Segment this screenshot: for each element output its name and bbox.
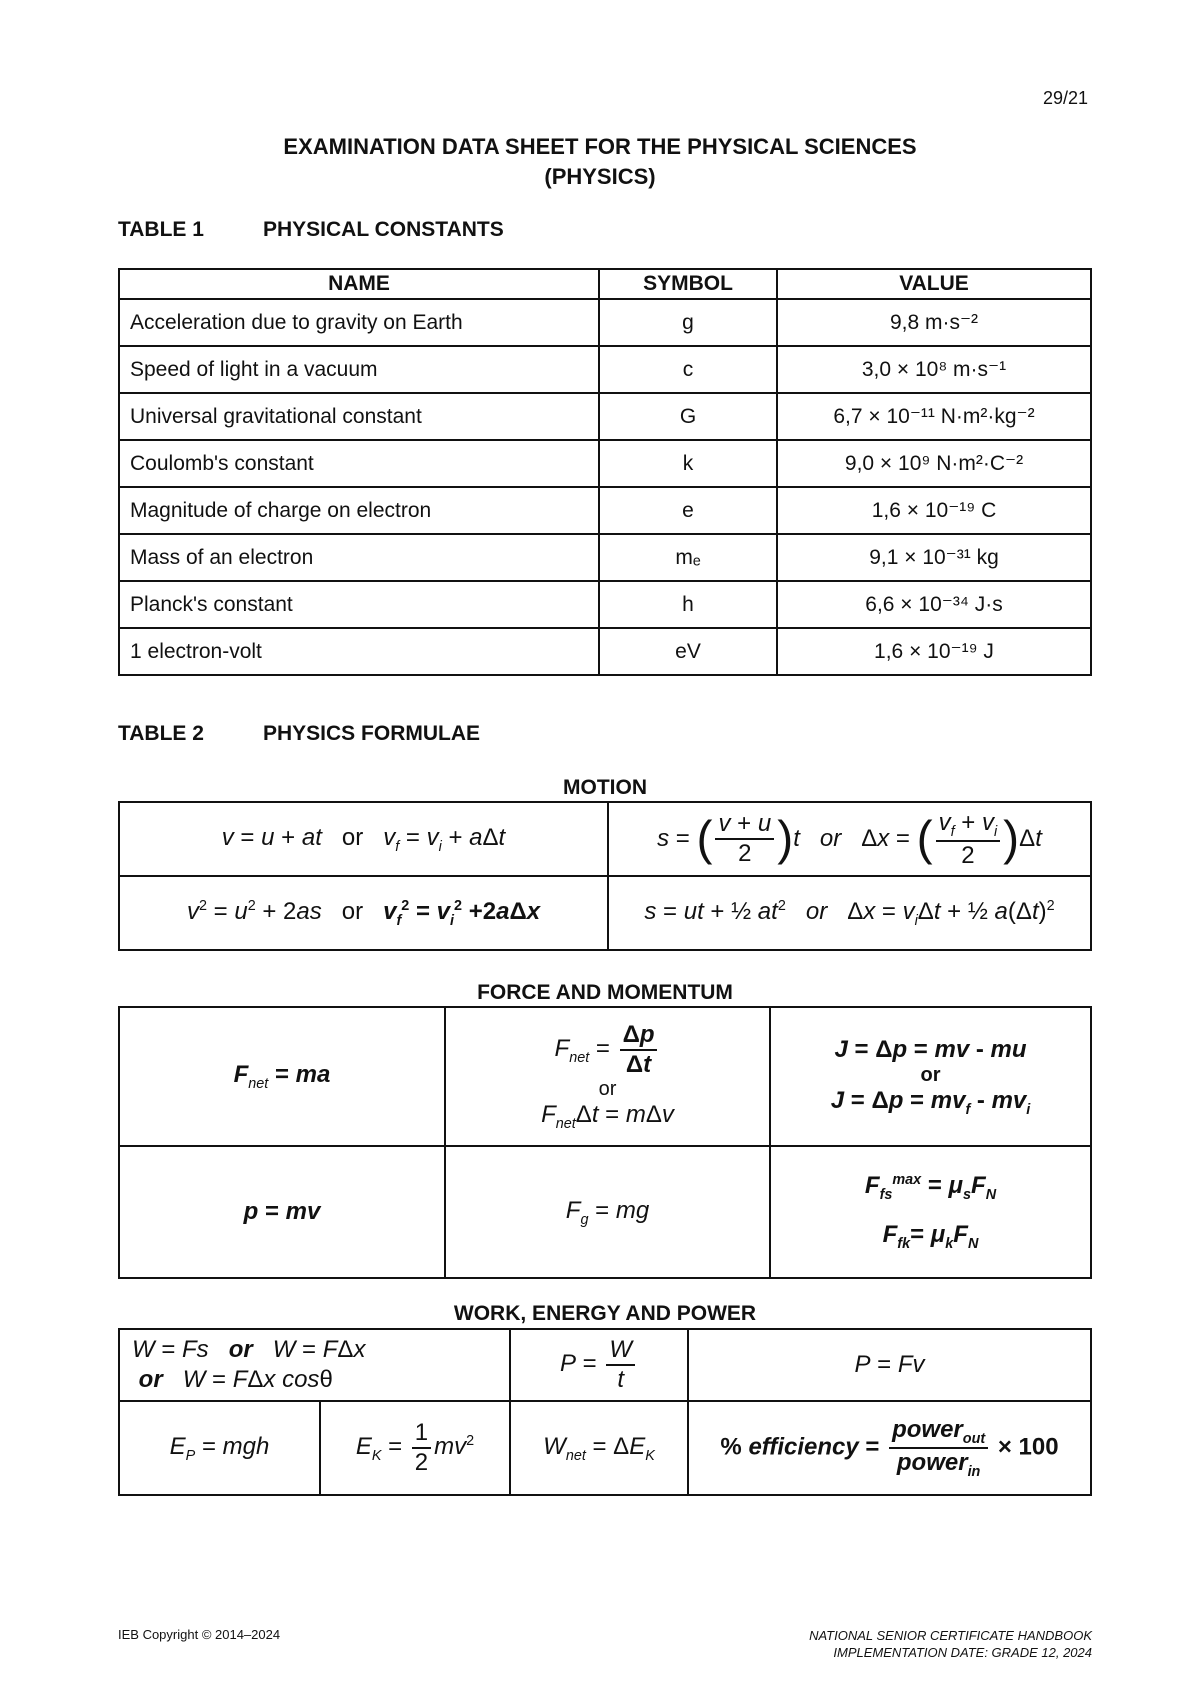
formula-momentum: p = mv [119, 1146, 445, 1278]
table2-title: PHYSICS FORMULAE [263, 722, 481, 745]
table-row [119, 628, 1091, 675]
constant-name: Magnitude of charge on electron [119, 487, 599, 534]
constant-symbol: k [599, 440, 777, 487]
constant-value: 6,6 × 10⁻³⁴ J·s [777, 581, 1091, 628]
table-row [119, 346, 1091, 393]
col-header-value: VALUE [777, 269, 1091, 299]
formula-displacement-average: s = ( $\frac{v + u}{2}$ )t or Δx = ( $\frac{v_f + v_i}{2}$ )Δt [608, 802, 1091, 876]
section-motion-title: MOTION [563, 776, 647, 799]
constant-value: 9,0 × 10⁹ N·m²·C⁻² [777, 440, 1091, 487]
formula-efficiency: % efficiency = $\frac{power_{out}}{power_{in}}$ × 100 [688, 1401, 1091, 1495]
formula-newton-second-law: $F_{net}$ = ma [119, 1007, 445, 1146]
formula-velocity-squared: $v^2 = u^2 + 2as$ or $v_f^2 = v_i^2 +2a\Delta x$ [119, 876, 608, 950]
constant-name: Coulomb's constant [119, 440, 599, 487]
work-table [118, 1328, 1092, 1496]
formula-velocity: v = u + at or $v_f = v_i + a\Delta t$ [119, 802, 608, 876]
table-row [119, 440, 1091, 487]
constant-value: 9,8 m·s⁻² [777, 299, 1091, 346]
formula-impulse: J = Δp = mv - mu or $J = \Delta p = mv_f - mv_i$ [770, 1007, 1091, 1146]
table1-label: TABLE 1 [118, 218, 204, 241]
constant-symbol: c [599, 346, 777, 393]
formula-impulse-force: $F_{net}$ = $\frac{\Delta p}{\Delta t}$ or $F_{net}\Delta t = m\Delta v$ [445, 1007, 770, 1146]
formula-kinetic-energy: $E_K$ = $\frac{1}{2}$ $mv^2$ [320, 1401, 510, 1495]
formula-work-energy: $W_{net} = \Delta E_K$ [510, 1401, 688, 1495]
constant-name: Acceleration due to gravity on Earth [119, 299, 599, 346]
table1-heading [118, 218, 504, 242]
or-word: or [805, 897, 828, 925]
formula-potential-energy: $E_P$ = mgh [119, 1401, 320, 1495]
constant-value: 6,7 × 10⁻¹¹ N·m²·kg⁻² [777, 393, 1091, 440]
formula-displacement-time: s = ut + ½ $at^2$ or $\Delta x = v_i\Delta t$ + ½ $a(\Delta t)^2$ [608, 876, 1091, 950]
constant-name: 1 electron-volt [119, 628, 599, 675]
or-word: or [819, 824, 842, 852]
constant-name: Planck's constant [119, 581, 599, 628]
constant-value: 1,6 × 10⁻¹⁹ C [777, 487, 1091, 534]
formula-power-force: P = Fv [688, 1329, 1091, 1401]
footer-handbook-title: NATIONAL SENIOR CERTIFICATE HANDBOOK [809, 1628, 1092, 1643]
or-word: or [341, 897, 364, 925]
or-word: or [138, 1366, 163, 1393]
footer-handbook [809, 1627, 1092, 1661]
col-header-symbol: SYMBOL [599, 269, 777, 299]
constant-name: Mass of an electron [119, 534, 599, 581]
table2-heading [118, 722, 480, 746]
constant-name: Universal gravitational constant [119, 393, 599, 440]
constant-value: 3,0 × 10⁸ m·s⁻¹ [777, 346, 1091, 393]
formula-work: W = Fs or W = FΔx or W = FΔx cosθ [119, 1329, 510, 1401]
footer-implementation-date: IMPLEMENTATION DATE: GRADE 12, 2024 [833, 1645, 1092, 1660]
title-line-1: EXAMINATION DATA SHEET FOR THE PHYSICAL SCIENCES [283, 134, 917, 159]
constant-symbol: G [599, 393, 777, 440]
table2-label: TABLE 2 [118, 722, 204, 745]
constants-table [118, 268, 1092, 676]
force-table [118, 1006, 1092, 1279]
footer-copyright: IEB Copyright © 2014–2024 [118, 1627, 281, 1642]
constant-value: 1,6 × 10⁻¹⁹ J [777, 628, 1091, 675]
constant-symbol: h [599, 581, 777, 628]
or-word: or [920, 1063, 941, 1086]
constant-value: 9,1 × 10⁻³¹ kg [777, 534, 1091, 581]
page-title [0, 132, 1200, 192]
title-line-2: (PHYSICS) [544, 164, 656, 189]
col-header-name: NAME [119, 269, 599, 299]
formula-power-work: P = $\frac{W}{t}$ [510, 1329, 688, 1401]
table1-title: PHYSICAL CONSTANTS [263, 218, 504, 241]
page-number: 29/21 [1042, 88, 1088, 108]
or-word: or [341, 823, 364, 851]
motion-table [118, 801, 1092, 951]
formula-friction: $F_{fs}^{max} = \mu_sF_N$ $F_{fk}= \mu_kF_N$ [770, 1146, 1091, 1278]
or-word: or [598, 1078, 617, 1101]
table-row [119, 534, 1091, 581]
constant-symbol: mₑ [599, 534, 777, 581]
constant-symbol: e [599, 487, 777, 534]
section-force-title: FORCE AND MOMENTUM [477, 981, 733, 1004]
table-row [119, 299, 1091, 346]
table-row [119, 487, 1091, 534]
formula-weight: $F_g$ = mg [445, 1146, 770, 1278]
section-work-title: WORK, ENERGY AND POWER [453, 1302, 757, 1325]
constant-name: Speed of light in a vacuum [119, 346, 599, 393]
constant-symbol: g [599, 299, 777, 346]
or-word: or [228, 1336, 253, 1363]
table-row [119, 581, 1091, 628]
constant-symbol: eV [599, 628, 777, 675]
table-row [119, 393, 1091, 440]
